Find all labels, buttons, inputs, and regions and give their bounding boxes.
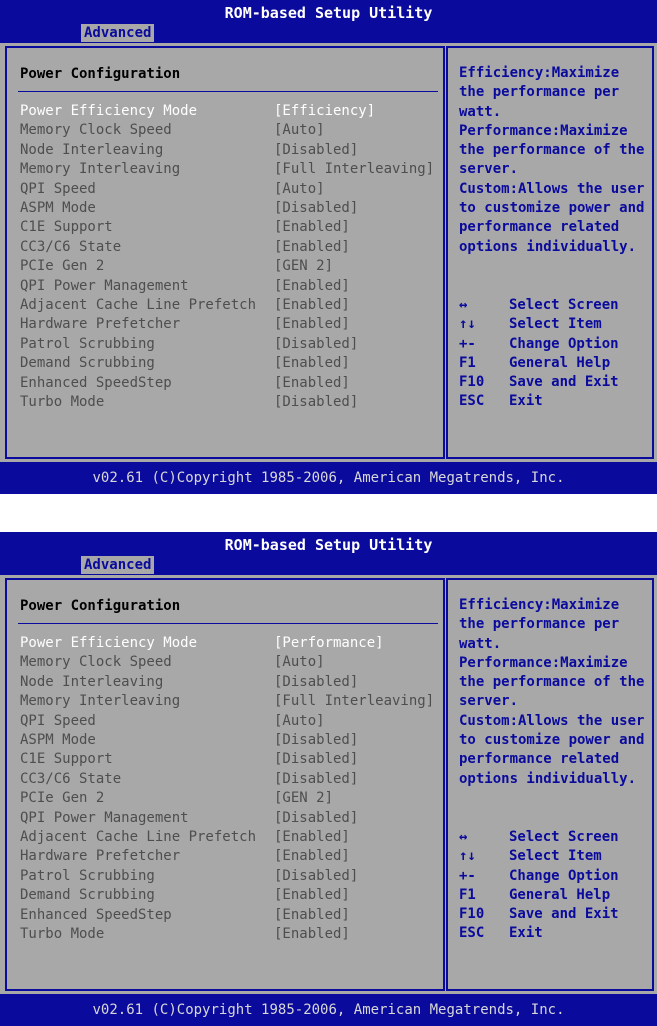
setting-turbo-mode[interactable]: [20, 393, 435, 412]
setting-value[interactable]: [Enabled]: [274, 238, 350, 255]
key-general-help: [459, 886, 649, 905]
key-name: F1: [459, 354, 476, 371]
key-select-screen: [459, 296, 649, 315]
setting-adjacent-cache-line-prefetch[interactable]: [20, 828, 435, 847]
setting-label: Memory Clock Speed: [20, 654, 172, 671]
key-name: F10: [459, 906, 485, 923]
setting-label: Power Efficiency Mode: [20, 635, 198, 651]
setting-power-efficiency-mode[interactable]: [20, 634, 435, 653]
key-save-and-exit: [459, 373, 649, 392]
setting-label: Memory Interleaving: [20, 161, 181, 178]
setting-value[interactable]: [Auto]: [274, 654, 325, 671]
setting-value[interactable]: [Enabled]: [274, 297, 350, 313]
help-description: [459, 64, 649, 257]
tab-advanced[interactable]: Advanced: [81, 556, 154, 574]
setting-pcie-gen-2[interactable]: [20, 789, 435, 808]
help-line: the performance of the: [459, 142, 645, 159]
key-change-option: [459, 335, 649, 354]
setting-label: Power Efficiency Mode: [20, 103, 198, 119]
help-line: Custom:Allows the user: [459, 712, 645, 729]
help-panel: [446, 46, 654, 459]
up-down-arrow-icon: ↑↓: [459, 848, 476, 865]
setting-cc3-c6-state[interactable]: [20, 238, 435, 257]
help-line: the performance per: [459, 84, 620, 101]
help-line: watt.: [459, 103, 502, 120]
key-description: Save and Exit: [509, 906, 619, 923]
setting-label: PCIe Gen 2: [20, 258, 105, 275]
help-line: server.: [459, 161, 519, 178]
setting-qpi-speed[interactable]: [20, 712, 435, 731]
copyright-footer: v02.61 (C)Copyright 1985-2006, American Megatrends, Inc.: [0, 994, 657, 1026]
setting-label: C1E Support: [20, 219, 113, 236]
setting-patrol-scrubbing[interactable]: [20, 335, 435, 354]
setting-label: QPI Speed: [20, 712, 96, 729]
setting-demand-scrubbing[interactable]: [20, 354, 435, 373]
up-down-arrow-icon: ↑↓: [459, 316, 476, 333]
key-select-item: [459, 315, 649, 334]
setting-label: Node Interleaving: [20, 673, 164, 690]
key-name: F1: [459, 886, 476, 903]
key-name: F10: [459, 374, 485, 391]
key-exit: [459, 392, 649, 411]
setting-memory-clock-speed[interactable]: [20, 653, 435, 672]
key-description: General Help: [509, 886, 611, 903]
setting-qpi-power-management[interactable]: [20, 809, 435, 828]
setting-value[interactable]: [Enabled]: [274, 277, 350, 294]
setting-memory-interleaving[interactable]: [20, 160, 435, 179]
setting-label: Turbo Mode: [20, 394, 105, 410]
plus-minus-icon: +-: [459, 335, 476, 352]
setting-label: Patrol Scrubbing: [20, 335, 155, 352]
setting-label: QPI Speed: [20, 180, 96, 197]
help-line: options individually.: [459, 770, 637, 787]
section-divider: [18, 623, 438, 624]
key-select-item: [459, 847, 649, 866]
key-description: Select Screen: [509, 297, 619, 313]
key-select-screen: [459, 828, 649, 847]
help-line: watt.: [459, 635, 502, 652]
setting-value[interactable]: [Disabled]: [274, 200, 359, 216]
setting-value[interactable]: [Auto]: [274, 712, 325, 729]
setting-cc3-c6-state[interactable]: [20, 770, 435, 789]
settings-panel: [5, 46, 445, 459]
setting-qpi-power-management[interactable]: [20, 277, 435, 296]
setting-hardware-prefetcher[interactable]: [20, 315, 435, 334]
key-description: Exit: [509, 393, 543, 410]
setting-label: ASPM Mode: [20, 200, 96, 216]
setting-label: Enhanced SpeedStep: [20, 374, 172, 391]
setting-value[interactable]: [Disabled]: [274, 867, 359, 884]
help-panel: [446, 578, 654, 991]
setting-c1e-support[interactable]: [20, 750, 435, 769]
key-legend: [459, 296, 649, 412]
setting-label: Demand Scrubbing: [20, 887, 155, 904]
setting-adjacent-cache-line-prefetch[interactable]: [20, 296, 435, 315]
section-title: Power Configuration: [20, 598, 181, 614]
setting-value[interactable]: [Enabled]: [274, 355, 350, 372]
setting-label: ASPM Mode: [20, 732, 96, 748]
bios-screen-performance: [0, 532, 657, 1026]
setting-value[interactable]: [GEN 2]: [274, 790, 334, 807]
help-line: to customize power and: [459, 200, 645, 217]
key-description: Save and Exit: [509, 374, 619, 391]
setting-value[interactable]: [Enabled]: [274, 848, 350, 865]
setting-qpi-speed[interactable]: [20, 180, 435, 199]
setting-label: Turbo Mode: [20, 926, 105, 942]
setting-value[interactable]: [Auto]: [274, 122, 325, 139]
setting-label: Adjacent Cache Line Prefetch: [20, 829, 257, 845]
setting-node-interleaving[interactable]: [20, 141, 435, 160]
setting-label: C1E Support: [20, 751, 113, 768]
section-title: Power Configuration: [20, 66, 181, 82]
setting-value[interactable]: [GEN 2]: [274, 258, 334, 275]
left-right-arrow-icon: ↔: [459, 297, 468, 313]
setting-enhanced-speedstep[interactable]: [20, 374, 435, 393]
setting-value[interactable]: [Disabled]: [274, 732, 359, 748]
help-line: Performance:Maximize: [459, 654, 628, 671]
setting-power-efficiency-mode[interactable]: [20, 102, 435, 121]
help-line: the performance per: [459, 616, 620, 633]
key-description: Select Screen: [509, 829, 619, 845]
help-line: to customize power and: [459, 732, 645, 749]
key-description: Change Option: [509, 335, 619, 352]
setting-value[interactable]: [Disabled]: [274, 394, 359, 410]
setting-value[interactable]: [Disabled]: [274, 335, 359, 352]
setting-label: PCIe Gen 2: [20, 790, 105, 807]
setting-value[interactable]: [Disabled]: [274, 141, 359, 158]
setting-value[interactable]: [Disabled]: [274, 770, 359, 787]
key-description: Select Item: [509, 848, 602, 865]
setting-patrol-scrubbing[interactable]: [20, 867, 435, 886]
setting-label: Adjacent Cache Line Prefetch: [20, 297, 257, 313]
setting-aspm-mode[interactable]: [20, 731, 435, 750]
key-change-option: [459, 867, 649, 886]
setting-label: Enhanced SpeedStep: [20, 906, 172, 923]
setting-label: Demand Scrubbing: [20, 355, 155, 372]
setting-label: Node Interleaving: [20, 141, 164, 158]
title-bar: [0, 0, 657, 43]
setting-label: Hardware Prefetcher: [20, 316, 181, 333]
setting-value[interactable]: [Enabled]: [274, 374, 350, 391]
setting-value[interactable]: [Auto]: [274, 180, 325, 197]
setting-memory-interleaving[interactable]: [20, 692, 435, 711]
setting-turbo-mode[interactable]: [20, 925, 435, 944]
setting-value[interactable]: [Efficiency]: [274, 103, 376, 119]
setting-value[interactable]: [Disabled]: [274, 809, 359, 826]
help-line: Custom:Allows the user: [459, 180, 645, 197]
setting-enhanced-speedstep[interactable]: [20, 906, 435, 925]
key-description: Exit: [509, 925, 543, 942]
setting-label: Hardware Prefetcher: [20, 848, 181, 865]
copyright-footer: v02.61 (C)Copyright 1985-2006, American Megatrends, Inc.: [0, 462, 657, 494]
setting-value[interactable]: [Full Interleaving]: [274, 693, 435, 710]
setting-label: QPI Power Management: [20, 277, 189, 294]
help-line: server.: [459, 693, 519, 710]
setting-aspm-mode[interactable]: [20, 199, 435, 218]
setting-value[interactable]: [Disabled]: [274, 751, 359, 768]
setting-label: Patrol Scrubbing: [20, 867, 155, 884]
key-description: General Help: [509, 354, 611, 371]
setting-value[interactable]: [Disabled]: [274, 673, 359, 690]
help-description: [459, 596, 649, 789]
setting-c1e-support[interactable]: [20, 218, 435, 237]
help-line: the performance of the: [459, 674, 645, 691]
key-name: ESC: [459, 393, 485, 410]
key-save-and-exit: [459, 905, 649, 924]
help-line: Performance:Maximize: [459, 122, 628, 139]
setting-label: Memory Clock Speed: [20, 122, 172, 139]
setting-value[interactable]: [Enabled]: [274, 316, 350, 333]
key-description: Select Item: [509, 316, 602, 333]
setting-pcie-gen-2[interactable]: [20, 257, 435, 276]
setting-value[interactable]: [Full Interleaving]: [274, 161, 435, 178]
left-right-arrow-icon: ↔: [459, 829, 468, 845]
help-line: Efficiency:Maximize: [459, 65, 620, 81]
key-general-help: [459, 354, 649, 373]
setting-label: CC3/C6 State: [20, 238, 122, 255]
key-exit: [459, 924, 649, 943]
bios-screen-efficiency: [0, 0, 657, 494]
help-line: performance related: [459, 219, 620, 236]
setting-hardware-prefetcher[interactable]: [20, 847, 435, 866]
setting-node-interleaving[interactable]: [20, 673, 435, 692]
setting-value[interactable]: [Enabled]: [274, 887, 350, 904]
setting-value[interactable]: [Enabled]: [274, 926, 350, 942]
settings-panel: [5, 578, 445, 991]
key-legend: [459, 828, 649, 944]
help-line: performance related: [459, 751, 620, 768]
setting-memory-clock-speed[interactable]: [20, 121, 435, 140]
help-line: Efficiency:Maximize: [459, 597, 620, 613]
help-line: options individually.: [459, 238, 637, 255]
utility-title: ROM-based Setup Utility: [224, 4, 433, 22]
setting-label: CC3/C6 State: [20, 770, 122, 787]
key-name: ESC: [459, 925, 485, 942]
key-description: Change Option: [509, 867, 619, 884]
setting-label: Memory Interleaving: [20, 693, 181, 710]
setting-value[interactable]: [Enabled]: [274, 906, 350, 923]
setting-value[interactable]: [Enabled]: [274, 219, 350, 236]
setting-value[interactable]: [Enabled]: [274, 829, 350, 845]
utility-title: ROM-based Setup Utility: [224, 536, 433, 554]
title-bar: [0, 532, 657, 575]
plus-minus-icon: +-: [459, 867, 476, 884]
section-divider: [18, 91, 438, 92]
setting-value[interactable]: [Performance]: [274, 635, 384, 651]
setting-label: QPI Power Management: [20, 809, 189, 826]
setting-demand-scrubbing[interactable]: [20, 886, 435, 905]
tab-advanced[interactable]: Advanced: [81, 24, 154, 42]
